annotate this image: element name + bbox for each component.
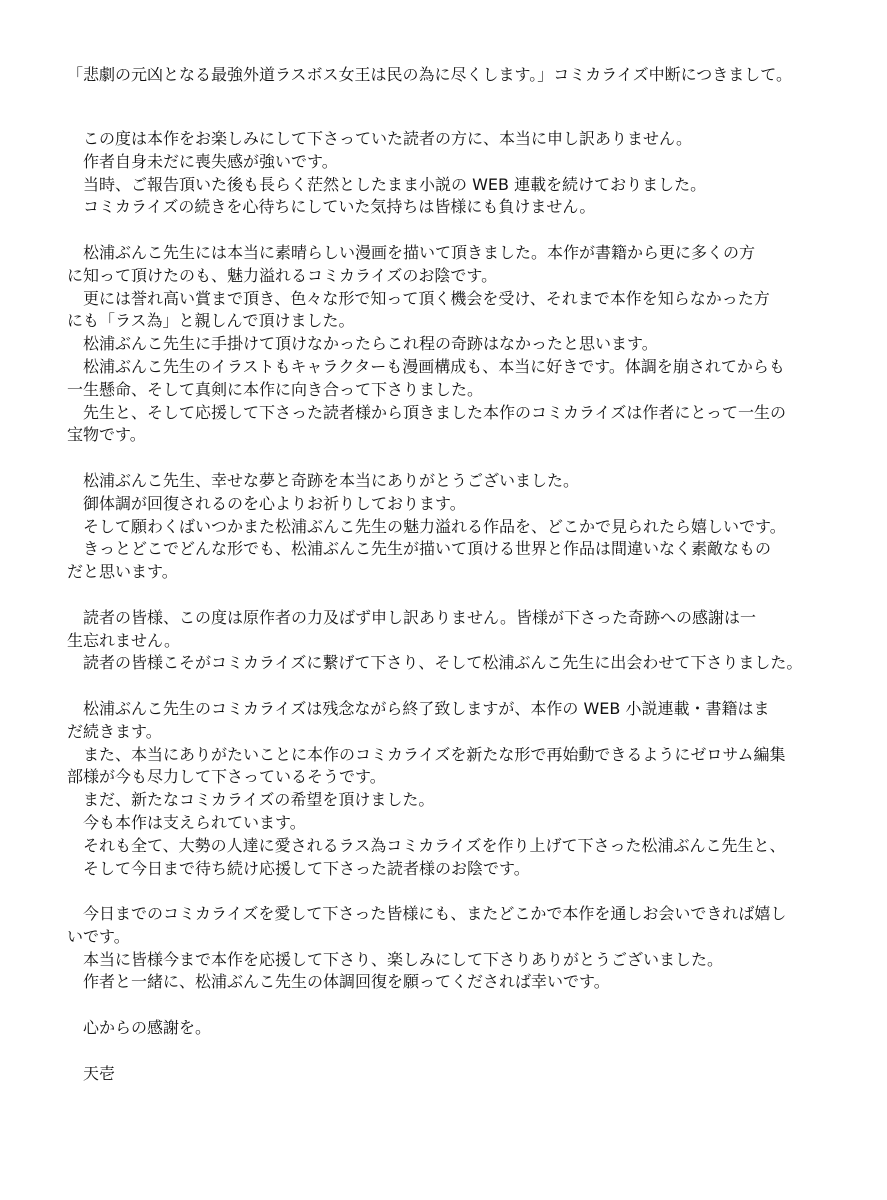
text-line: 更には誉れ高い賞まで頂き、色々な形で知って頂く機会を受け、それまで本作を知らなかった方 <box>67 288 770 308</box>
text-line: だと思います。 <box>67 562 178 582</box>
text-line: 一生懸命、そして真剣に本作に向き合って下さりました。 <box>67 379 484 399</box>
text-line: 作者と一緒に、松浦ぶんこ先生の体調回復を願ってくだされば幸いです。 <box>67 972 610 992</box>
paragraph-gap <box>67 584 857 607</box>
paragraph-gap <box>67 880 857 903</box>
text-line: そして願わくばいつかまた松浦ぶんこ先生の魅力溢れる作品を、どこかで見られたら嬉しいです。 <box>67 516 786 536</box>
paragraph-gap <box>67 1040 857 1063</box>
document-body <box>67 128 857 1085</box>
text-line: 松浦ぶんこ先生には本当に素晴らしい漫画を描いて頂きました。本作が書籍から更に多くの方 <box>67 242 756 262</box>
text-line: きっとどこでどんな形でも、松浦ぶんこ先生が描いて頂ける世界と作品は間違いなく素敵なもの <box>67 539 772 559</box>
text-line: 読者の皆様こそがコミカライズに繋げて下さり、そして松浦ぶんこ先生に出会わせて下さりました。 <box>67 653 803 673</box>
text-line: 生忘れません。 <box>67 630 180 650</box>
paragraph-gap <box>67 675 857 698</box>
text-line: だ続きます。 <box>67 721 162 741</box>
text-line: それも全て、大勢の人達に愛されるラス為コミカライズを作り上げて下さった松浦ぶんこ先生と、 <box>67 835 786 855</box>
paragraph-gap <box>67 219 857 242</box>
text-line: 天壱 <box>67 1063 116 1083</box>
text-line: に知って頂けたのも、魅力溢れるコミカライズのお陰です。 <box>67 265 498 285</box>
text-line: この度は本作をお楽しみにして下さっていた読者の方に、本当に申し訳ありません。 <box>67 129 692 148</box>
text-line: また、本当にありがたいことに本作のコミカライズを新たな形で再始動できるようにゼロサム編集 <box>67 744 786 764</box>
text-line: 松浦ぶんこ先生のコミカライズは残念ながら終了致しますが、本作の WEB 小説連載・書籍はま <box>67 698 770 718</box>
text-line: 先生と、そして応援して下さった読者様から頂きました本作のコミカライズは作者にとって一生の <box>67 402 787 422</box>
text-line: 部様が今も尽力して下さっているそうです。 <box>67 767 386 787</box>
text-line: 今日までのコミカライズを愛して下さった皆様にも、またどこかで本作を通しお会いできれば嬉し <box>67 904 787 924</box>
text-line: 今も本作は支えられています。 <box>67 812 306 832</box>
document-title: 「悲劇の元凶となる最強外道ラスボス女王は民の為に尽くします。」コミカライズ中断につきまして。 <box>67 65 792 84</box>
text-line: 御体調が回復されるのを心よりお祈りしております。 <box>67 493 466 513</box>
text-line: いです。 <box>67 926 130 946</box>
paragraph-gap <box>67 994 857 1017</box>
text-line: コミカライズの続きを心待ちにしていた気持ちは皆様にも負けません。 <box>67 197 596 217</box>
text-line: 本当に皆様今まで本作を応援して下さり、楽しみにして下さりありがとうございました。 <box>67 949 724 969</box>
paragraph-gap <box>67 447 857 470</box>
text-line: 宝物です。 <box>67 425 146 445</box>
text-line: 読者の皆様、この度は原作者の力及ばず申し訳ありません。皆様が下さった奇跡への感謝は一 <box>67 607 756 627</box>
text-line: にも「ラス為」と親しんで頂けました。 <box>67 311 355 331</box>
text-line: 松浦ぶんこ先生のイラストもキャラクターも漫画構成も、本当に好きです。体調を崩されてからも <box>67 356 785 376</box>
text-line: まだ、新たなコミカライズの希望を頂けました。 <box>67 790 435 810</box>
text-line: 心からの感謝を。 <box>67 1018 212 1038</box>
text-line: そして今日まで待ち続け応援して下さった読者様のお陰です。 <box>67 858 530 878</box>
text-line: 松浦ぶんこ先生、幸せな夢と奇跡を本当にありがとうございました。 <box>67 470 580 490</box>
text-line: 当時、ご報告頂いた後も長らく茫然としたまま小説の WEB 連載を続けておりました。 <box>67 174 707 194</box>
text-line: 松浦ぶんこ先生に手掛けて頂けなかったらこれ程の奇跡はなかったと思います。 <box>67 334 658 354</box>
text-line: 作者自身未だに喪失感が強いです。 <box>67 151 338 171</box>
